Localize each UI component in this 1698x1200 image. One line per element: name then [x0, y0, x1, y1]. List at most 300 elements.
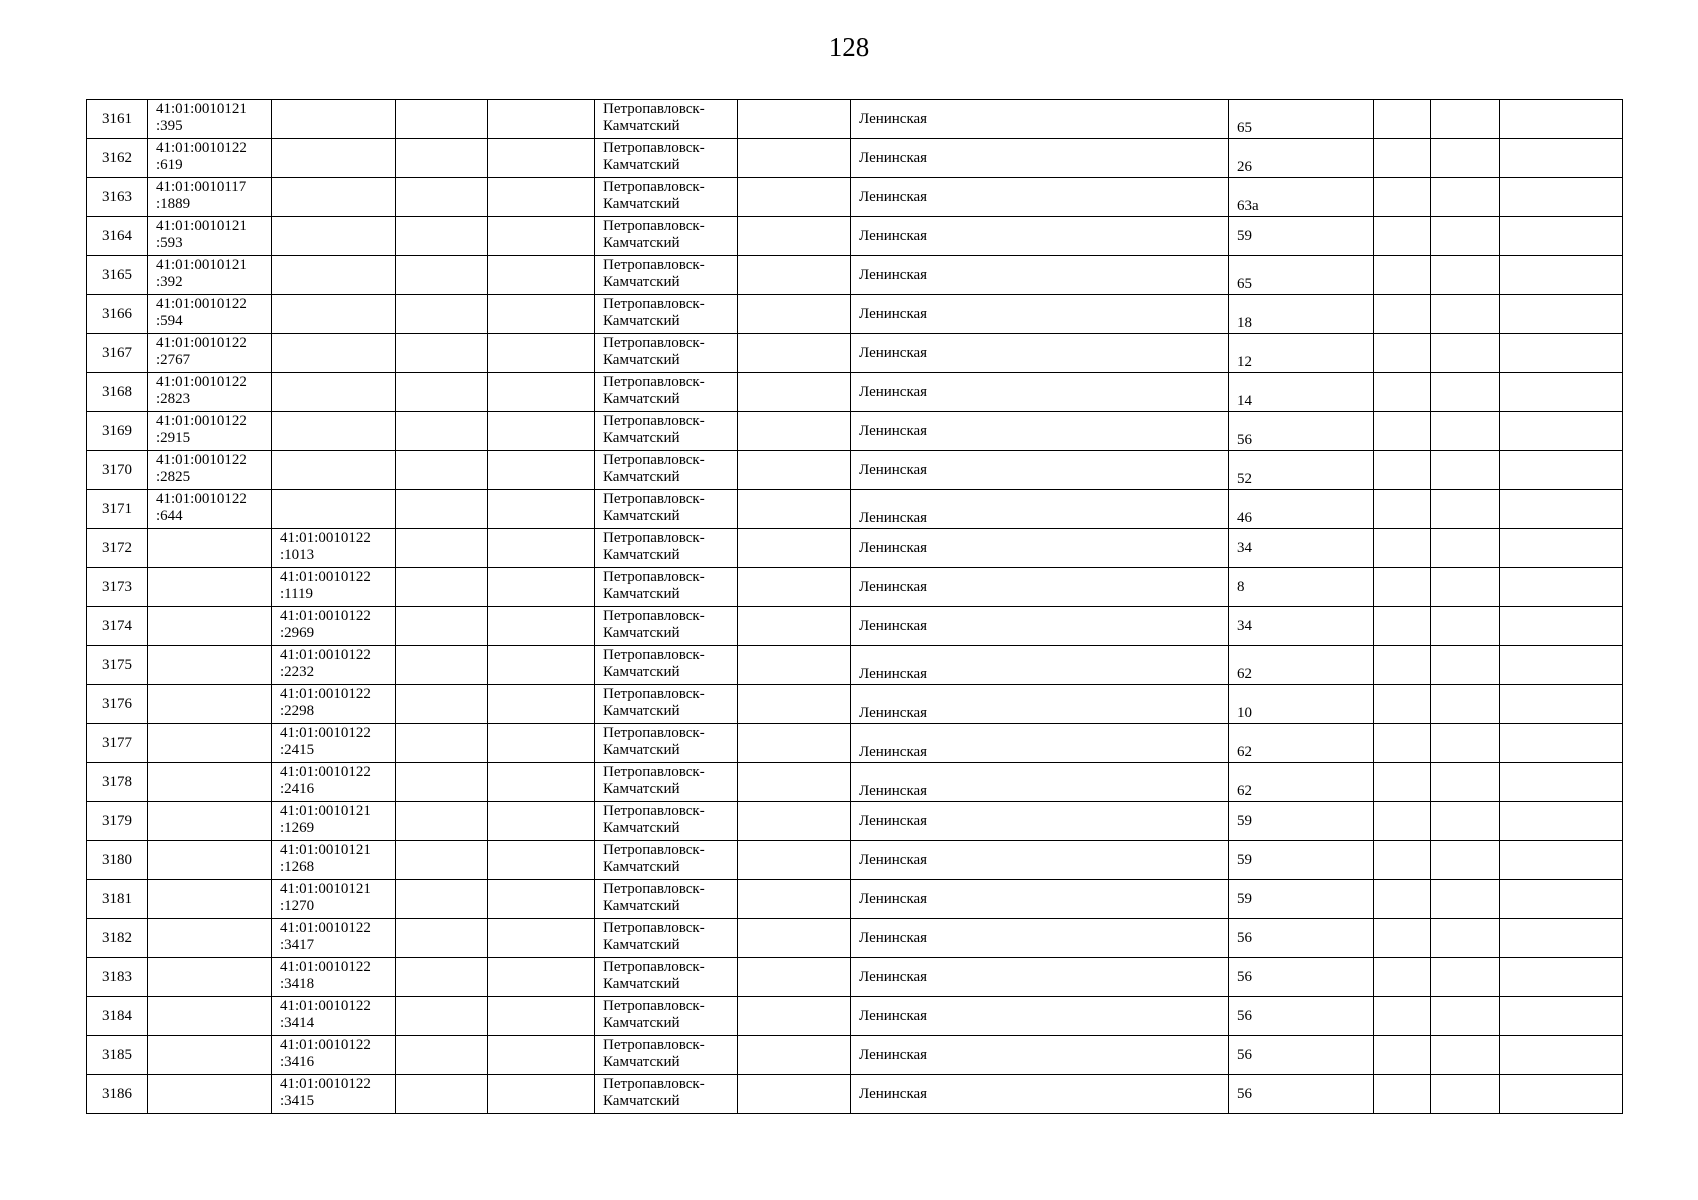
empty-cell-10 — [1374, 685, 1431, 724]
empty-cell-5 — [488, 1075, 595, 1114]
city-line: Камчатский — [603, 391, 680, 407]
house-number-cell: 26 — [1229, 139, 1374, 178]
empty-cell-5 — [488, 841, 595, 880]
empty-cell-7 — [738, 997, 851, 1036]
house-number-cell: 18 — [1229, 295, 1374, 334]
city-cell — [595, 958, 738, 997]
house-number-cell: 59 — [1229, 841, 1374, 880]
empty-cell-4 — [396, 763, 488, 802]
cadastral-number-2 — [272, 1075, 396, 1114]
row-number: 3176 — [87, 685, 148, 724]
empty-cell-7 — [738, 646, 851, 685]
city-line: Камчатский — [603, 118, 680, 134]
empty-cell-11 — [1431, 1075, 1500, 1114]
empty-cell-10 — [1374, 919, 1431, 958]
cadastral-number-1 — [148, 100, 272, 139]
street-cell: Ленинская — [851, 607, 1229, 646]
empty-cell-11 — [1431, 451, 1500, 490]
city-cell — [595, 490, 738, 529]
empty-cell-11 — [1431, 802, 1500, 841]
city-line: Камчатский — [603, 157, 680, 173]
cadastral-number-2 — [272, 802, 396, 841]
city-line: Камчатский — [603, 547, 680, 563]
empty-cell-10 — [1374, 100, 1431, 139]
empty-cell-5 — [488, 178, 595, 217]
table-row — [87, 568, 1623, 607]
city-line: Петропавловск- — [603, 413, 705, 429]
empty-cell-12 — [1500, 490, 1623, 529]
street-cell: Ленинская — [851, 997, 1229, 1036]
table-row — [87, 334, 1623, 373]
cadastral-number-2-line: :2298 — [280, 703, 315, 719]
city-line: Петропавловск- — [603, 1037, 705, 1053]
house-number-cell: 46 — [1229, 490, 1374, 529]
city-line: Камчатский — [603, 430, 680, 446]
house-number-cell: 56 — [1229, 919, 1374, 958]
street-cell: Ленинская — [851, 958, 1229, 997]
row-number: 3179 — [87, 802, 148, 841]
city-line: Петропавловск- — [603, 764, 705, 780]
city-line: Петропавловск- — [603, 218, 705, 234]
cadastral-number-2 — [272, 490, 396, 529]
empty-cell-5 — [488, 724, 595, 763]
empty-cell-5 — [488, 334, 595, 373]
table-row — [87, 763, 1623, 802]
empty-cell-4 — [396, 724, 488, 763]
cadastral-number-2-line: :1270 — [280, 898, 315, 914]
empty-cell-4 — [396, 607, 488, 646]
empty-cell-12 — [1500, 802, 1623, 841]
cadastral-number-2 — [272, 685, 396, 724]
empty-cell-7 — [738, 373, 851, 412]
empty-cell-11 — [1431, 997, 1500, 1036]
row-number: 3180 — [87, 841, 148, 880]
street-cell: Ленинская — [851, 724, 1229, 763]
registry-table — [86, 99, 1623, 1114]
city-line: Камчатский — [603, 937, 680, 953]
empty-cell-4 — [396, 841, 488, 880]
empty-cell-7 — [738, 178, 851, 217]
empty-cell-12 — [1500, 841, 1623, 880]
city-line: Петропавловск- — [603, 959, 705, 975]
cadastral-number-1 — [148, 178, 272, 217]
cadastral-number-1-line: 41:01:0010122 — [156, 491, 247, 507]
city-line: Камчатский — [603, 859, 680, 875]
cadastral-number-1 — [148, 451, 272, 490]
house-number-cell: 59 — [1229, 802, 1374, 841]
row-number: 3178 — [87, 763, 148, 802]
cadastral-number-1-line: :619 — [156, 157, 183, 173]
cadastral-number-2 — [272, 100, 396, 139]
empty-cell-4 — [396, 334, 488, 373]
city-line: Камчатский — [603, 196, 680, 212]
cadastral-number-1 — [148, 490, 272, 529]
cadastral-number-1-line: 41:01:0010121 — [156, 218, 247, 234]
cadastral-number-2-line: :2969 — [280, 625, 315, 641]
empty-cell-12 — [1500, 256, 1623, 295]
city-cell — [595, 1075, 738, 1114]
empty-cell-11 — [1431, 607, 1500, 646]
city-cell — [595, 217, 738, 256]
empty-cell-12 — [1500, 451, 1623, 490]
empty-cell-10 — [1374, 802, 1431, 841]
empty-cell-7 — [738, 451, 851, 490]
city-cell — [595, 685, 738, 724]
cadastral-number-1 — [148, 412, 272, 451]
city-line: Камчатский — [603, 742, 680, 758]
city-line: Камчатский — [603, 781, 680, 797]
empty-cell-10 — [1374, 958, 1431, 997]
city-line: Петропавловск- — [603, 803, 705, 819]
cadastral-number-1-line: 41:01:0010122 — [156, 296, 247, 312]
table-row — [87, 451, 1623, 490]
cadastral-number-1 — [148, 529, 272, 568]
cadastral-number-2-line: 41:01:0010122 — [280, 608, 371, 624]
empty-cell-12 — [1500, 412, 1623, 451]
city-cell — [595, 451, 738, 490]
empty-cell-4 — [396, 997, 488, 1036]
empty-cell-11 — [1431, 958, 1500, 997]
empty-cell-5 — [488, 217, 595, 256]
city-line: Камчатский — [603, 976, 680, 992]
city-line: Петропавловск- — [603, 647, 705, 663]
row-number: 3162 — [87, 139, 148, 178]
empty-cell-12 — [1500, 100, 1623, 139]
empty-cell-11 — [1431, 100, 1500, 139]
street-cell: Ленинская — [851, 841, 1229, 880]
cadastral-number-2-line: :3416 — [280, 1054, 315, 1070]
empty-cell-11 — [1431, 490, 1500, 529]
city-line: Камчатский — [603, 508, 680, 524]
row-number: 3167 — [87, 334, 148, 373]
cadastral-number-1-line: :1889 — [156, 196, 191, 212]
empty-cell-10 — [1374, 373, 1431, 412]
city-line: Петропавловск- — [603, 1076, 705, 1092]
empty-cell-4 — [396, 295, 488, 334]
empty-cell-10 — [1374, 1036, 1431, 1075]
city-line: Камчатский — [603, 703, 680, 719]
house-number-cell: 62 — [1229, 763, 1374, 802]
house-number-cell: 65 — [1229, 100, 1374, 139]
row-number: 3186 — [87, 1075, 148, 1114]
table-row — [87, 256, 1623, 295]
empty-cell-5 — [488, 685, 595, 724]
empty-cell-10 — [1374, 334, 1431, 373]
table-row — [87, 880, 1623, 919]
city-cell — [595, 880, 738, 919]
empty-cell-10 — [1374, 451, 1431, 490]
empty-cell-11 — [1431, 529, 1500, 568]
empty-cell-12 — [1500, 763, 1623, 802]
street-cell: Ленинская — [851, 1075, 1229, 1114]
cadastral-number-1-line: :593 — [156, 235, 183, 251]
cadastral-number-1-line: 41:01:0010122 — [156, 413, 247, 429]
city-line: Камчатский — [603, 1093, 680, 1109]
cadastral-number-2 — [272, 373, 396, 412]
cadastral-number-2 — [272, 139, 396, 178]
city-cell — [595, 997, 738, 1036]
cadastral-number-2 — [272, 724, 396, 763]
city-line: Камчатский — [603, 664, 680, 680]
cadastral-number-2-line: 41:01:0010122 — [280, 920, 371, 936]
empty-cell-7 — [738, 529, 851, 568]
row-number: 3184 — [87, 997, 148, 1036]
street-cell: Ленинская — [851, 295, 1229, 334]
empty-cell-12 — [1500, 607, 1623, 646]
empty-cell-12 — [1500, 646, 1623, 685]
empty-cell-12 — [1500, 373, 1623, 412]
street-cell: Ленинская — [851, 217, 1229, 256]
house-number-cell: 63а — [1229, 178, 1374, 217]
house-number-cell: 65 — [1229, 256, 1374, 295]
cadastral-number-1 — [148, 763, 272, 802]
city-line: Петропавловск- — [603, 530, 705, 546]
empty-cell-4 — [396, 1075, 488, 1114]
cadastral-number-1 — [148, 685, 272, 724]
house-number-cell: 52 — [1229, 451, 1374, 490]
city-cell — [595, 139, 738, 178]
cadastral-number-1-line: :2767 — [156, 352, 191, 368]
empty-cell-11 — [1431, 256, 1500, 295]
empty-cell-12 — [1500, 568, 1623, 607]
empty-cell-7 — [738, 139, 851, 178]
empty-cell-7 — [738, 841, 851, 880]
cadastral-number-1 — [148, 958, 272, 997]
city-cell — [595, 373, 738, 412]
empty-cell-5 — [488, 490, 595, 529]
table-row — [87, 724, 1623, 763]
empty-cell-11 — [1431, 334, 1500, 373]
cadastral-number-1 — [148, 841, 272, 880]
street-cell: Ленинская — [851, 880, 1229, 919]
cadastral-number-1 — [148, 334, 272, 373]
cadastral-number-1 — [148, 568, 272, 607]
row-number: 3182 — [87, 919, 148, 958]
empty-cell-5 — [488, 568, 595, 607]
cadastral-number-1-line: 41:01:0010122 — [156, 374, 247, 390]
empty-cell-7 — [738, 685, 851, 724]
empty-cell-7 — [738, 568, 851, 607]
empty-cell-7 — [738, 295, 851, 334]
table-row — [87, 607, 1623, 646]
cadastral-number-2-line: 41:01:0010122 — [280, 725, 371, 741]
empty-cell-5 — [488, 919, 595, 958]
cadastral-number-1 — [148, 217, 272, 256]
house-number-cell: 34 — [1229, 607, 1374, 646]
street-cell: Ленинская — [851, 412, 1229, 451]
cadastral-number-2-line: :3417 — [280, 937, 315, 953]
empty-cell-11 — [1431, 139, 1500, 178]
city-line: Петропавловск- — [603, 686, 705, 702]
city-line: Петропавловск- — [603, 881, 705, 897]
empty-cell-5 — [488, 139, 595, 178]
city-cell — [595, 763, 738, 802]
row-number: 3165 — [87, 256, 148, 295]
cadastral-number-2 — [272, 334, 396, 373]
city-line: Петропавловск- — [603, 374, 705, 390]
empty-cell-4 — [396, 880, 488, 919]
city-line: Петропавловск- — [603, 101, 705, 117]
cadastral-number-2-line: 41:01:0010122 — [280, 1037, 371, 1053]
empty-cell-4 — [396, 802, 488, 841]
cadastral-number-1 — [148, 256, 272, 295]
cadastral-number-1 — [148, 919, 272, 958]
empty-cell-5 — [488, 646, 595, 685]
street-cell: Ленинская — [851, 490, 1229, 529]
empty-cell-10 — [1374, 256, 1431, 295]
empty-cell-4 — [396, 178, 488, 217]
empty-cell-11 — [1431, 685, 1500, 724]
empty-cell-5 — [488, 295, 595, 334]
city-line: Петропавловск- — [603, 179, 705, 195]
empty-cell-5 — [488, 1036, 595, 1075]
street-cell: Ленинская — [851, 802, 1229, 841]
empty-cell-5 — [488, 373, 595, 412]
empty-cell-7 — [738, 217, 851, 256]
cadastral-number-2 — [272, 607, 396, 646]
empty-cell-4 — [396, 451, 488, 490]
cadastral-number-2-line: :2416 — [280, 781, 315, 797]
city-line: Петропавловск- — [603, 842, 705, 858]
empty-cell-11 — [1431, 841, 1500, 880]
cadastral-number-2 — [272, 529, 396, 568]
city-cell — [595, 919, 738, 958]
cadastral-number-2 — [272, 997, 396, 1036]
house-number-cell: 62 — [1229, 646, 1374, 685]
cadastral-number-1-line: :395 — [156, 118, 183, 134]
empty-cell-4 — [396, 100, 488, 139]
table-row — [87, 490, 1623, 529]
city-line: Петропавловск- — [603, 998, 705, 1014]
street-cell: Ленинская — [851, 451, 1229, 490]
cadastral-number-2-line: 41:01:0010122 — [280, 686, 371, 702]
empty-cell-5 — [488, 763, 595, 802]
city-line: Камчатский — [603, 352, 680, 368]
cadastral-number-2-line: :1013 — [280, 547, 315, 563]
row-number: 3174 — [87, 607, 148, 646]
row-number: 3164 — [87, 217, 148, 256]
row-number: 3185 — [87, 1036, 148, 1075]
cadastral-number-2-line: 41:01:0010122 — [280, 764, 371, 780]
empty-cell-12 — [1500, 334, 1623, 373]
cadastral-number-1 — [148, 1075, 272, 1114]
empty-cell-7 — [738, 334, 851, 373]
empty-cell-11 — [1431, 217, 1500, 256]
cadastral-number-2-line: 41:01:0010122 — [280, 530, 371, 546]
empty-cell-4 — [396, 568, 488, 607]
cadastral-number-2 — [272, 295, 396, 334]
city-cell — [595, 529, 738, 568]
empty-cell-10 — [1374, 1075, 1431, 1114]
row-number: 3161 — [87, 100, 148, 139]
house-number-cell: 56 — [1229, 1036, 1374, 1075]
empty-cell-10 — [1374, 607, 1431, 646]
empty-cell-12 — [1500, 295, 1623, 334]
empty-cell-7 — [738, 919, 851, 958]
empty-cell-7 — [738, 1075, 851, 1114]
empty-cell-10 — [1374, 217, 1431, 256]
empty-cell-11 — [1431, 412, 1500, 451]
city-line: Камчатский — [603, 625, 680, 641]
empty-cell-7 — [738, 763, 851, 802]
cadastral-number-2-line: :1269 — [280, 820, 315, 836]
empty-cell-10 — [1374, 841, 1431, 880]
empty-cell-7 — [738, 412, 851, 451]
page-number: 128 — [828, 32, 870, 62]
empty-cell-4 — [396, 919, 488, 958]
row-number: 3163 — [87, 178, 148, 217]
city-line: Петропавловск- — [603, 257, 705, 273]
empty-cell-10 — [1374, 880, 1431, 919]
table-row — [87, 178, 1623, 217]
empty-cell-11 — [1431, 178, 1500, 217]
cadastral-number-2-line: 41:01:0010122 — [280, 647, 371, 663]
cadastral-number-2-line: 41:01:0010122 — [280, 1076, 371, 1092]
empty-cell-4 — [396, 412, 488, 451]
house-number-cell: 8 — [1229, 568, 1374, 607]
cadastral-number-1-line: 41:01:0010117 — [156, 179, 247, 195]
table-row — [87, 997, 1623, 1036]
city-cell — [595, 802, 738, 841]
cadastral-number-1 — [148, 139, 272, 178]
cadastral-number-1-line: :2915 — [156, 430, 191, 446]
city-line: Камчатский — [603, 1054, 680, 1070]
street-cell: Ленинская — [851, 178, 1229, 217]
cadastral-number-2-line: :3415 — [280, 1093, 315, 1109]
empty-cell-4 — [396, 217, 488, 256]
house-number-cell: 62 — [1229, 724, 1374, 763]
empty-cell-5 — [488, 880, 595, 919]
row-number: 3170 — [87, 451, 148, 490]
house-number-cell: 10 — [1229, 685, 1374, 724]
cadastral-number-1 — [148, 802, 272, 841]
cadastral-number-2 — [272, 919, 396, 958]
cadastral-number-2 — [272, 568, 396, 607]
house-number-cell: 59 — [1229, 880, 1374, 919]
cadastral-number-1-line: 41:01:0010121 — [156, 101, 247, 117]
city-cell — [595, 178, 738, 217]
cadastral-number-1-line: :2823 — [156, 391, 191, 407]
house-number-cell: 14 — [1229, 373, 1374, 412]
empty-cell-10 — [1374, 568, 1431, 607]
empty-cell-5 — [488, 958, 595, 997]
street-cell: Ленинская — [851, 919, 1229, 958]
table-row — [87, 139, 1623, 178]
empty-cell-11 — [1431, 763, 1500, 802]
empty-cell-12 — [1500, 529, 1623, 568]
city-line: Камчатский — [603, 235, 680, 251]
empty-cell-12 — [1500, 217, 1623, 256]
empty-cell-7 — [738, 490, 851, 529]
house-number-cell: 59 — [1229, 217, 1374, 256]
empty-cell-4 — [396, 958, 488, 997]
table-row — [87, 958, 1623, 997]
row-number: 3168 — [87, 373, 148, 412]
row-number: 3177 — [87, 724, 148, 763]
empty-cell-12 — [1500, 880, 1623, 919]
empty-cell-4 — [396, 685, 488, 724]
empty-cell-10 — [1374, 139, 1431, 178]
cadastral-number-2-line: 41:01:0010121 — [280, 842, 371, 858]
cadastral-number-2 — [272, 1036, 396, 1075]
city-line: Камчатский — [603, 313, 680, 329]
table-row — [87, 1036, 1623, 1075]
cadastral-number-2 — [272, 451, 396, 490]
empty-cell-10 — [1374, 490, 1431, 529]
cadastral-number-1-line: :392 — [156, 274, 183, 290]
city-cell — [595, 1036, 738, 1075]
empty-cell-10 — [1374, 997, 1431, 1036]
